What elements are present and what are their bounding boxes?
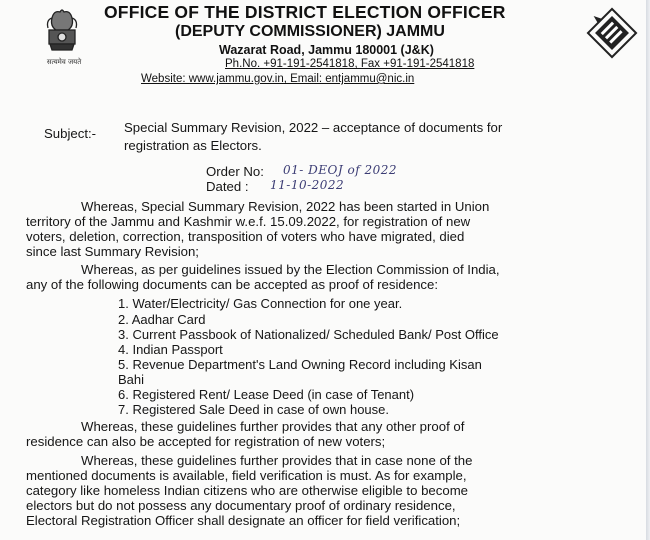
para2-line: any of the following documents can be accepted as proof of residence: (26, 277, 438, 292)
office-title: OFFICE OF THE DISTRICT ELECTION OFFICER (104, 2, 506, 22)
document-list-item: Bahi (118, 372, 145, 387)
para1-line: since last Summary Revision; (26, 244, 199, 259)
para4-line: electors but do not possess any documentary proof of ordinary residence, (26, 498, 456, 513)
document-list-item: 6. Registered Rent/ Lease Deed (in case of Tenant) (118, 387, 415, 402)
election-commission-logo-icon (581, 4, 643, 62)
office-website-email: Website: www.jammu.gov.in, Email: entjammu@nic.in (141, 73, 415, 85)
order-number-handwritten: 01- DEOJ of 2022 (283, 163, 398, 177)
emblem-caption: सत्यमेव जयते (46, 58, 82, 66)
document-list-item: 5. Revenue Department's Land Owning Record including Kisan (118, 357, 482, 372)
para2-line: Whereas, as per guidelines issued by the Election Commission of India, (81, 262, 500, 277)
office-phone-fax: Ph.No. +91-191-2541818, Fax +91-191-2541818 (225, 58, 475, 70)
para1-line: voters, deletion, correction, transposition of voters who have migrated, died (26, 229, 465, 244)
document-list-item: 7. Registered Sale Deed in case of own house. (118, 402, 390, 417)
para1-line: territory of the Jammu and Kashmir w.e.f. 15.09.2022, for registration of new (26, 214, 471, 229)
order-date-label: Dated : (206, 179, 249, 194)
para1-line: Whereas, Special Summary Revision, 2022 has been started in Union (81, 199, 490, 214)
para4-line: Electoral Registration Officer shall designate an officer for field verification; (26, 513, 461, 528)
para3-line: residence can also be accepted for registration of new voters; (26, 434, 386, 449)
para4-line: Whereas, these guidelines further provides that in case none of the (81, 453, 473, 468)
order-number-label: Order No: (206, 164, 264, 179)
document-list-item: 1. Water/Electricity/ Gas Connection for one year. (118, 296, 403, 311)
document-list-item: 3. Current Passbook of Nationalized/ Scheduled Bank/ Post Office (118, 327, 499, 342)
page-edge (646, 0, 650, 540)
para4-line: category like homeless Indian citizens who are otherwise eligible to become (26, 483, 469, 498)
para4-line: mentioned documents is available, field verification is must. As for example, (26, 468, 467, 483)
document-list-item: 2. Aadhar Card (118, 312, 206, 327)
subject-line-1: Special Summary Revision, 2022 – acceptance of documents for (124, 120, 503, 135)
office-address: Wazarat Road, Jammu 180001 (J&K) (219, 43, 434, 57)
office-subtitle: (DEPUTY COMMISSIONER) JAMMU (175, 23, 445, 40)
para3-line: Whereas, these guidelines further provides that any other proof of (81, 419, 465, 434)
subject-line-2: registration as Electors. (124, 138, 262, 153)
subject-label: Subject:- (44, 126, 97, 141)
document-list-item: 4. Indian Passport (118, 342, 223, 357)
order-date-handwritten: 11-10-2022 (270, 178, 345, 192)
